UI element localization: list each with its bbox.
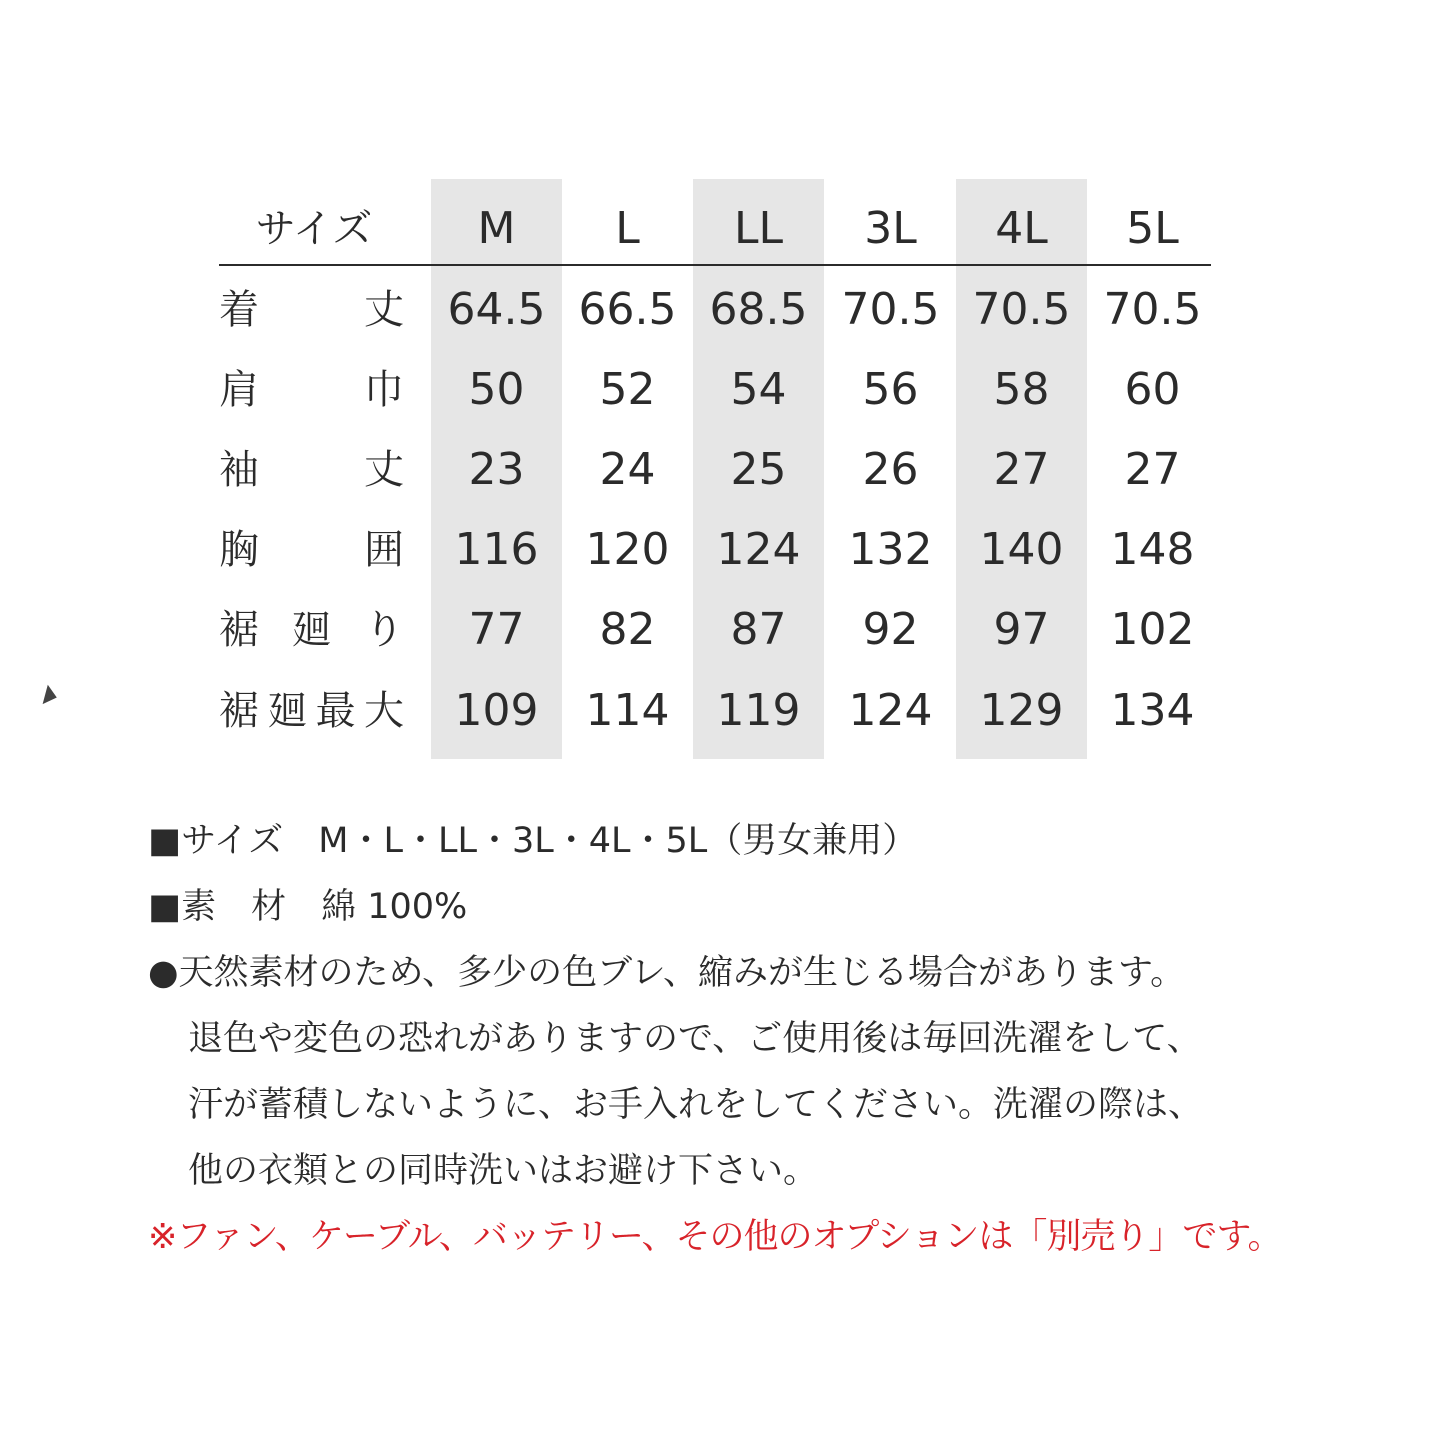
table-cell: 97: [993, 604, 1050, 655]
table-row: [219, 430, 1211, 510]
table-cell: 70.5: [972, 284, 1071, 335]
table-cell: 124: [848, 685, 933, 736]
table-cell: 77: [468, 604, 525, 655]
table-row: [219, 350, 1211, 430]
care-note-line: 退色や変色の恐れがありますので、ご使用後は毎回洗濯をして、: [188, 1019, 1202, 1059]
table-cell: 148: [1110, 524, 1195, 575]
row-label-char: 胸: [219, 527, 259, 573]
row-label-char: 巾: [364, 367, 404, 413]
table-cell: 60: [1124, 364, 1181, 415]
table-cell: 66.5: [578, 284, 677, 335]
row-label-char: 丈: [364, 287, 404, 333]
table-cell: 70.5: [1103, 284, 1202, 335]
table-row: [219, 270, 1211, 350]
row-label-char: 最: [315, 688, 356, 734]
table-cell: 92: [862, 604, 919, 655]
table-cell: 132: [848, 524, 933, 575]
table-cell: 82: [599, 604, 656, 655]
row-label-char: 丈: [364, 447, 404, 493]
table-cell: 87: [730, 604, 787, 655]
table-cell: 68.5: [709, 284, 808, 335]
row-label: [219, 590, 404, 670]
care-note-line: 他の衣類との同時洗いはお避け下さい。: [188, 1151, 819, 1191]
table-cell: 25: [730, 444, 787, 495]
table-cell: 56: [862, 364, 919, 415]
table-row: [219, 671, 1211, 751]
table-cell: 109: [454, 685, 539, 736]
row-label-char: り: [364, 607, 404, 653]
table-cell: 26: [862, 444, 919, 495]
row-label-char: 裾: [219, 607, 259, 653]
header-size: 5L: [1126, 203, 1179, 254]
row-label-char: 廻: [267, 688, 308, 734]
table-cell: 23: [468, 444, 525, 495]
table-cell: 24: [599, 444, 656, 495]
material-note: ■素 材 綿 100%: [148, 887, 468, 927]
table-cell: 119: [716, 685, 801, 736]
option-note: ※ファン、ケーブル、バッテリー、その他のオプションは「別売り」です。: [148, 1217, 1282, 1257]
table-cell: 102: [1110, 604, 1195, 655]
header-size: 4L: [995, 203, 1048, 254]
row-label: [219, 350, 404, 430]
care-note-line: 汗が蓄積しないように、お手入れをしてください。洗濯の際は、: [188, 1085, 1204, 1125]
table-cell: 134: [1110, 685, 1195, 736]
table-cell: 52: [599, 364, 656, 415]
table-cell: 70.5: [841, 284, 940, 335]
table-cell: 50: [468, 364, 525, 415]
table-header-row: [219, 189, 1211, 269]
header-size: L: [615, 203, 640, 254]
header-divider: [219, 264, 1211, 266]
table-cell: 54: [730, 364, 787, 415]
care-note-line: ●天然素材のため、多少の色ブレ、縮みが生じる場合があります。: [148, 953, 1186, 993]
table-cell: 124: [716, 524, 801, 575]
row-label: [219, 430, 404, 510]
table-cell: 114: [585, 685, 670, 736]
table-cell: 129: [979, 685, 1064, 736]
header-size: M: [477, 203, 516, 254]
row-label-char: 裾: [219, 688, 259, 734]
header-label-text: サイズ: [255, 206, 373, 252]
table-row: [219, 510, 1211, 590]
table-cell: 27: [993, 444, 1050, 495]
table-cell: 140: [979, 524, 1064, 575]
row-label: [219, 270, 404, 350]
arrow-mark-icon: [43, 685, 60, 707]
row-label-char: 囲: [364, 527, 404, 573]
row-label-char: 大: [363, 688, 404, 734]
table-cell: 64.5: [447, 284, 546, 335]
header-label: [219, 189, 409, 269]
row-label: [219, 510, 404, 590]
table-cell: 27: [1124, 444, 1181, 495]
row-label-char: 肩: [219, 367, 259, 413]
row-label-char: 袖: [219, 447, 259, 493]
header-size: 3L: [864, 203, 917, 254]
size-note: ■サイズ M・L・LL・3L・4L・5L（男女兼用）: [148, 821, 918, 861]
table-cell: 120: [585, 524, 670, 575]
row-label: [219, 671, 404, 751]
header-size: LL: [733, 203, 784, 254]
row-label-char: 着: [219, 287, 259, 333]
product-notes: [148, 808, 1318, 1270]
table-cell: 116: [454, 524, 539, 575]
table-cell: 58: [993, 364, 1050, 415]
table-row: [219, 590, 1211, 670]
row-label-char: 廻: [291, 607, 332, 653]
